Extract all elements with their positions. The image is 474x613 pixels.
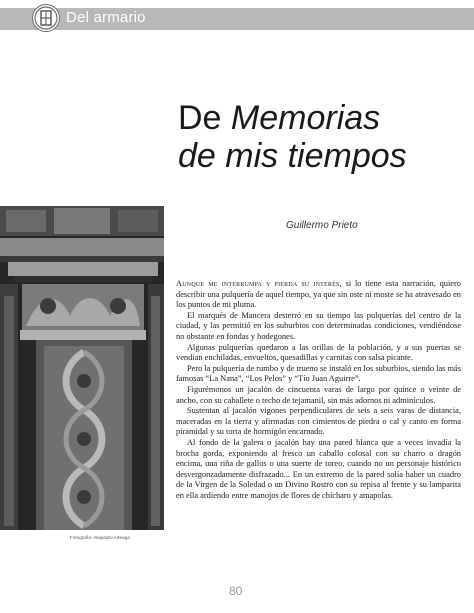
article-title-part2: Memorias [230,98,381,137]
article-title [178,99,458,175]
body-paragraph: El marqués de Mancera desterró en su tiempo las pulquerías del centro de la ciudad, y las permitió en los suburbios con determinadas condiciones, vendiéndose no obstante en fondas y bodegones. [176,310,461,341]
article-title-line2: de mis tiempos [178,136,407,175]
lead-paragraph [176,279,461,311]
article-author: Guillermo Prieto [286,220,358,231]
article-body [176,279,461,501]
lead-small-caps: Aunque me interrumpa y pierda su interés, [176,279,342,288]
article-title-part1: De [178,98,222,137]
lead-text: si lo tiene esta narración, quiero describir una pulquería de aquel tiempo, ya que sin oste ni moste se ha atravesado en los puntos de mi pluma. [176,279,461,310]
body-paragraph: Sustentan al jacalón vigones perpendiculares de seis a seis varas de distancia, maceradas en la tierra y afirmadas con cimientos de piedra o cal y canto en forma piramidal y su torta de hormigón encarnado. [176,406,461,437]
body-paragraph: Figurémonos un jacalón de cincuenta varas de largo por quince o veinte de ancho, con su caballete o techo de tejamanil, sin más adornos ni adminículos. [176,384,461,405]
page-number: 80 [229,584,243,598]
photo-caption: Fotografía: Alejandro Arteaga [70,535,130,540]
body-paragraph: Algunas pulquerías quedaron a las orillas de la población, y a sus puertas se vendían enchiladas, envueltos, quesadillas y carnitas con salsa picante. [176,342,461,363]
body-paragraph: Al fondo de la galera o jacalón hay una pared blanca que a veces invadía la brocha gorda, exponiendo al fresco un caballo colosal con su charro o dragón encima, una riña de gallos o una suerte de toreo, cuando no un personaje histórico desvergonzadamente disfrazado... En un extremo de la pared solía haber un cuadro de la Virgen de la Soledad o un Divino Rostro con su repisa al frente y su lamparita en ella ardiendo entre manojos de flores de chícharo y amapolas. [176,437,461,500]
body-paragraph: Pero la pulquería de rumbo y de trueno se instaló en los suburbios, siendo las más famosas “La Nana”, “Los Pelos” y “Tío Juan Aguirre”. [176,363,461,384]
circular-emblem-icon [32,4,60,32]
carved-column-photo [0,206,164,530]
section-title: Del armario [66,9,146,26]
